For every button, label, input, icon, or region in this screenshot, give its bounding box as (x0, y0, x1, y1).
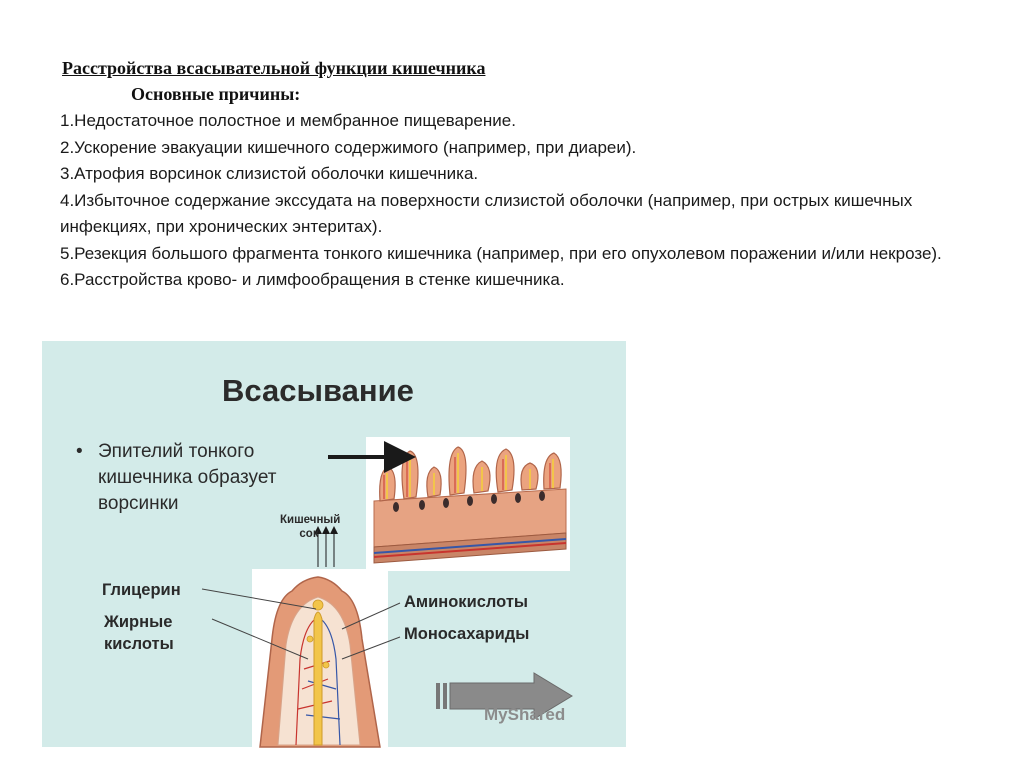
watermark-text: MyShared (484, 705, 566, 724)
bullet-text: Эпителий тонкого кишечника образует ворсинки (98, 441, 277, 514)
cause-item: 6.Расстройства крово- и лимфообращения в стенке кишечника. (60, 270, 565, 289)
leader-monosaccharides (342, 637, 400, 659)
label-monosaccharides: Моносахариды (404, 625, 530, 643)
absorption-slide (42, 341, 626, 747)
cause-item: 3.Атрофия ворсинок слизистой оболочки кишечника. (60, 164, 479, 183)
label-amino-acids: Аминокислоты (404, 593, 528, 611)
cause-item: 5.Резекция большого фрагмента тонкого кишечника (например, при его опухолевом поражении и/или некрозе). (60, 243, 942, 263)
page-subtitle: Основные причины: (131, 84, 301, 104)
leader-amino-acids (342, 603, 400, 629)
cause-item: 1.Недостаточное полостное и мембранное пищеварение. (60, 111, 516, 130)
slide-title: Всасывание (222, 373, 414, 408)
label-glycerin: Глицерин (102, 581, 181, 599)
label-fatty-acids: Жирные кислоты (104, 613, 174, 653)
leader-glycerin (202, 589, 316, 609)
cause-item: 4.Избыточное содержание экссудата на поверхности слизистой оболочки (например, при острых кишечных инфекциях, при хронических энтеритах). (60, 190, 913, 236)
label-intestinal-juice: Кишечный сок (280, 514, 341, 540)
leader-fatty-acids (212, 619, 308, 659)
causes-list (60, 108, 960, 294)
page-title: Расстройства всасывательной функции кишечника (62, 58, 486, 78)
cause-item: 2.Ускорение эвакуации кишечного содержимого (например, при диареи). (60, 137, 637, 157)
bullet-dot: • (76, 441, 83, 462)
